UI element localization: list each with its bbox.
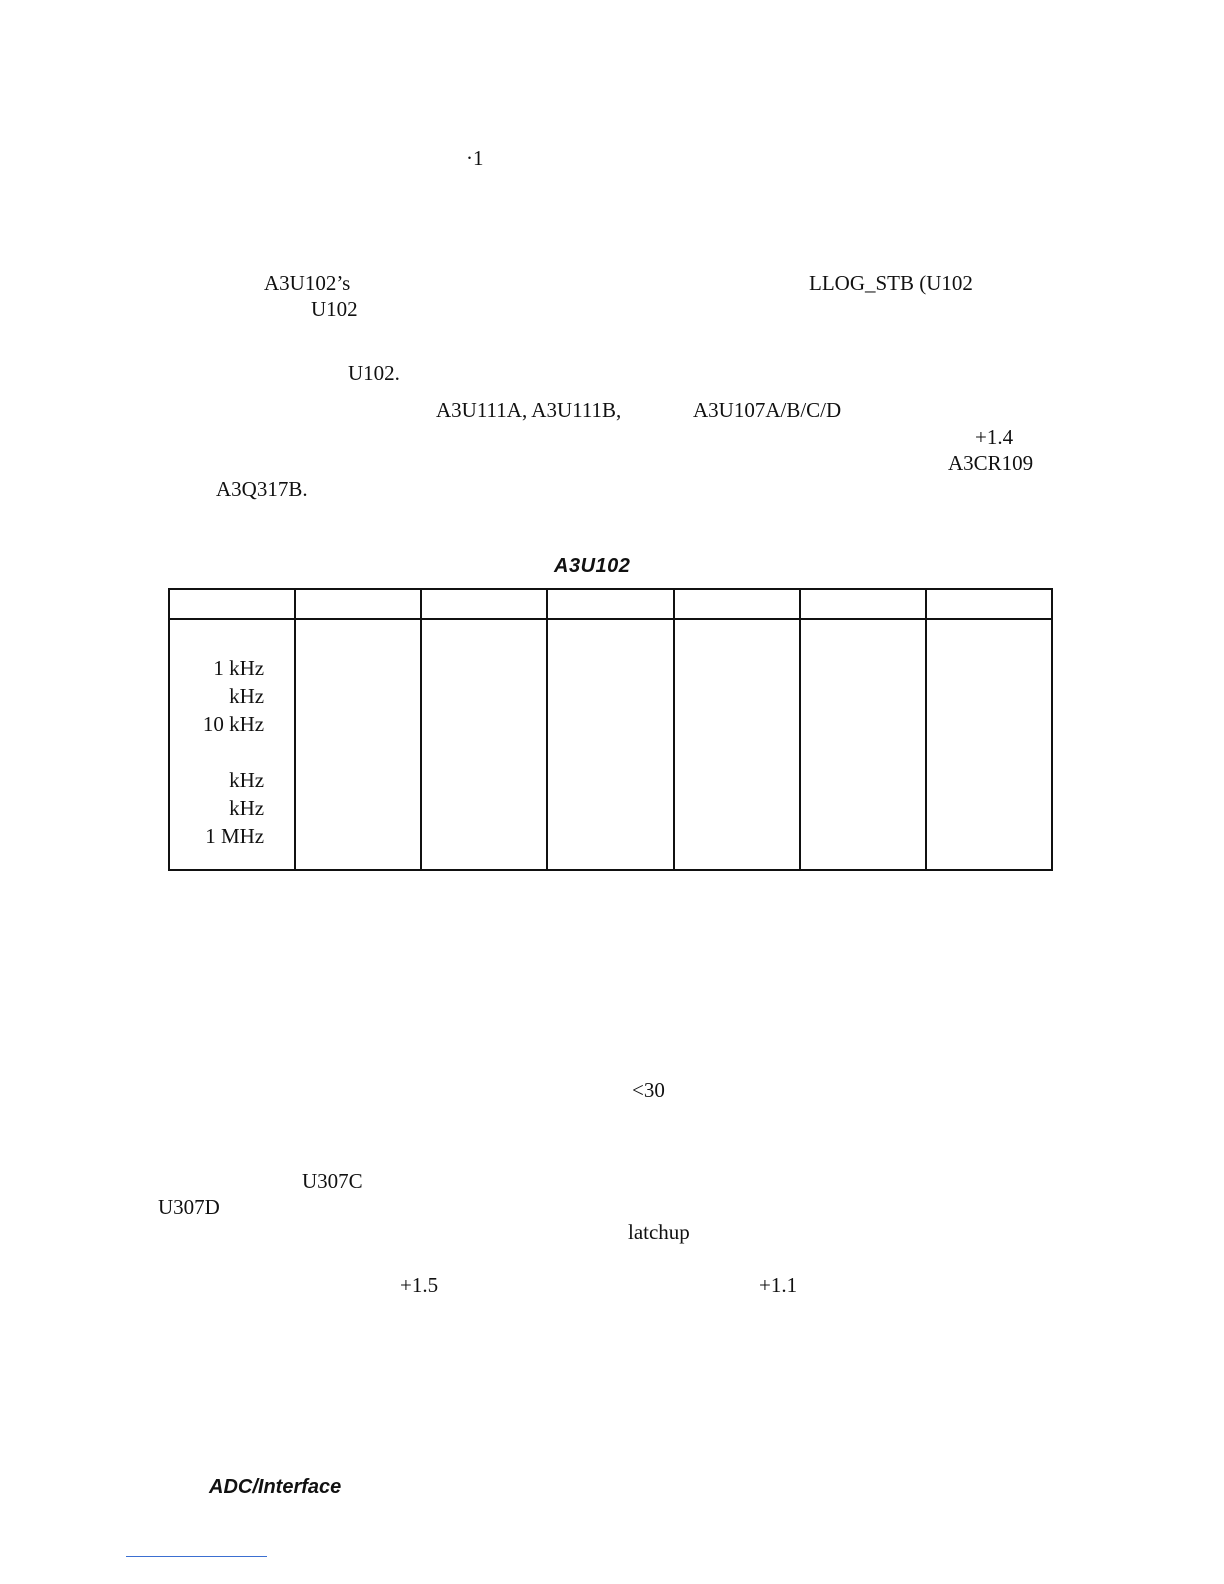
rbw-list — [170, 620, 294, 854]
table-cell — [674, 619, 800, 870]
table-header-cell — [674, 589, 800, 619]
table-cell — [800, 619, 926, 870]
table-cell — [547, 619, 673, 870]
table-header-cell — [547, 589, 673, 619]
text-fragment: <30 — [632, 1078, 665, 1102]
text-fragment: A3U102’s — [264, 271, 351, 295]
text-fragment: U102 — [311, 297, 358, 321]
rbw-cell — [170, 742, 264, 770]
table-cell — [926, 619, 1052, 870]
text-fragment: A3U107A/B/C/D — [693, 398, 842, 422]
rbw-cell: kHz — [229, 768, 265, 792]
table-header-cell — [800, 589, 926, 619]
text-fragment: +1.1 — [759, 1273, 798, 1297]
table-header-cell — [295, 589, 421, 619]
table-body-row — [169, 619, 1052, 870]
text-fragment: U307C — [302, 1169, 363, 1193]
rbw-cell: kHz — [229, 796, 265, 820]
footer-divider — [126, 1556, 267, 1557]
rbw-cell: kHz — [229, 684, 265, 708]
table-header-cell — [421, 589, 547, 619]
rbw-cell: 10 kHz — [202, 712, 265, 736]
text-fragment: A3Q317B. — [216, 477, 308, 501]
text-fragment: ·1 — [466, 146, 484, 170]
footer-section-title: ADC/Interface — [209, 1476, 342, 1498]
text-fragment: U102. — [348, 361, 400, 385]
rbw-cell: 1 MHz — [205, 824, 265, 848]
table-header-cell — [926, 589, 1052, 619]
table-header-row — [169, 589, 1052, 619]
text-fragment: +1.5 — [400, 1273, 439, 1297]
table-header-cell — [169, 589, 295, 619]
table-title: A3U102 — [554, 555, 631, 577]
text-fragment: U307D — [158, 1195, 220, 1219]
rbw-column — [169, 619, 295, 870]
text-fragment: A3CR109 — [948, 451, 1034, 475]
table-cell — [295, 619, 421, 870]
text-fragment: latchup — [628, 1220, 690, 1244]
text-fragment: +1.4 — [975, 425, 1014, 449]
text-fragment: A3U111A, A3U111B, — [436, 398, 622, 422]
rbw-cell: 1 kHz — [213, 656, 265, 680]
text-fragment: LLOG_STB (U102 — [809, 271, 973, 295]
table-cell — [421, 619, 547, 870]
rbw-table — [168, 588, 1053, 871]
